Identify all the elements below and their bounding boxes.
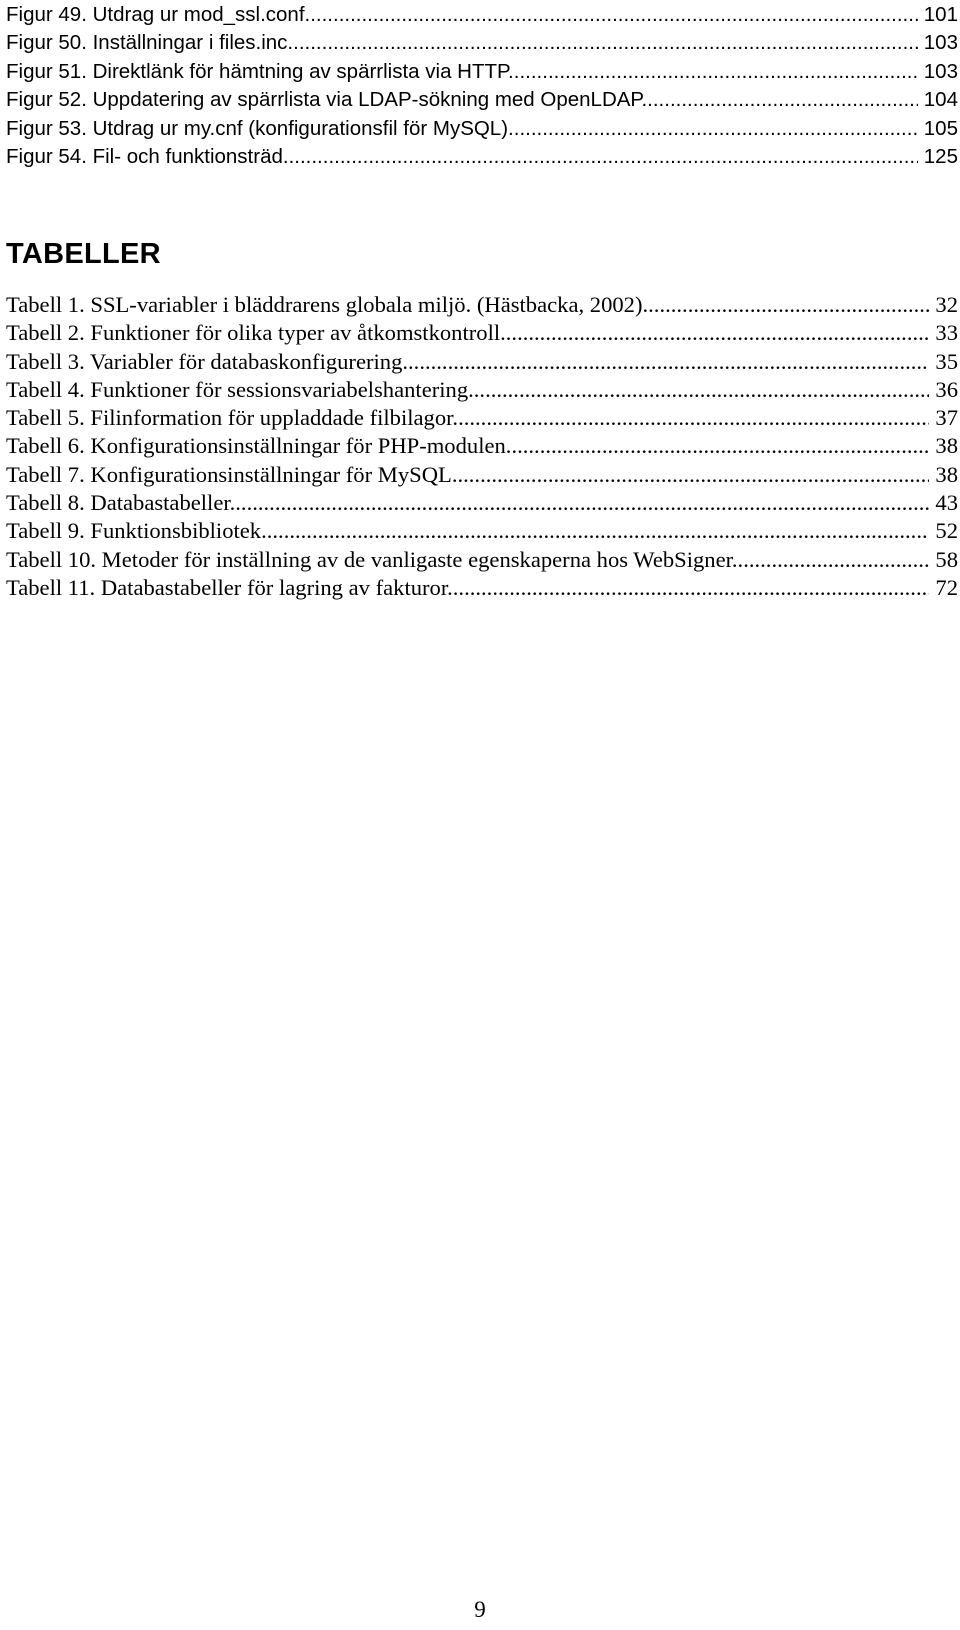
table-entry-page: 33 — [935, 320, 958, 346]
table-entry — [6, 376, 958, 404]
table-entry-page: 38 — [935, 461, 958, 487]
dot-leader — [648, 291, 929, 319]
table-entry — [6, 574, 958, 602]
dot-leader — [506, 319, 930, 347]
figure-entry — [6, 58, 958, 86]
table-entry-label: Tabell 3. Variabler för databaskonfigurering. — [6, 348, 409, 374]
figure-entry-page: 101 — [923, 3, 958, 26]
dot-leader — [408, 348, 929, 376]
table-entry-page: 36 — [935, 376, 958, 402]
dot-leader — [514, 115, 918, 143]
dot-leader — [289, 143, 918, 171]
dot-leader — [738, 546, 930, 574]
dot-leader — [235, 489, 929, 517]
table-entry — [6, 348, 958, 376]
figure-entry-page: 103 — [923, 31, 958, 55]
dot-leader — [267, 517, 930, 545]
table-list — [6, 291, 958, 602]
dot-leader — [310, 1, 918, 29]
table-entry-label: Tabell 7. Konfigurationsinställningar för MySQL. — [6, 461, 458, 487]
figure-list — [6, 1, 958, 171]
dot-leader — [511, 432, 929, 460]
table-entry-label: Tabell 5. Filinformation för uppladdade filbilagor. — [6, 405, 459, 431]
figure-entry-page: 125 — [923, 144, 958, 168]
figure-entry — [6, 29, 958, 57]
table-entry-page: 52 — [935, 518, 958, 544]
figure-entry — [6, 143, 958, 171]
figure-entry-page: 103 — [923, 59, 958, 83]
table-entry — [6, 404, 958, 432]
table-entry — [6, 546, 958, 574]
table-entry-page: 32 — [935, 292, 958, 317]
dot-leader — [514, 58, 918, 86]
table-entry-page: 43 — [935, 490, 958, 516]
table-entry-page: 37 — [935, 405, 958, 431]
table-entry — [6, 432, 958, 460]
table-entry-label: Tabell 10. Metoder för inställning av de vanligaste egenskaperna hos WebSigner. — [6, 546, 738, 572]
figure-entry-label: Figur 52. Uppdatering av spärrlista via LDAP-sökning med OpenLDAP. — [6, 88, 648, 112]
table-entry-label: Tabell 4. Funktioner för sessionsvariabelshantering. — [6, 376, 474, 402]
table-entry-label: Tabell 2. Funktioner för olika typer av åtkomstkontroll. — [6, 320, 506, 346]
figure-entry — [6, 1, 958, 29]
table-entry — [6, 291, 958, 319]
figure-entry — [6, 86, 958, 114]
dot-leader — [647, 86, 918, 114]
figure-entry-page: 104 — [923, 88, 958, 112]
table-entry — [6, 489, 958, 517]
tables-heading: TABELLER — [6, 238, 161, 270]
table-entry-label: Tabell 1. SSL-variabler i bläddrarens globala miljö. (Hästbacka, 2002). — [6, 292, 649, 317]
page-number: 9 — [474, 1597, 486, 1622]
figure-entry-label: Figur 50. Inställningar i files.inc. — [6, 31, 294, 55]
figure-entry-label: Figur 51. Direktlänk för hämtning av spärrlista via HTTP. — [6, 59, 514, 83]
table-entry-page: 72 — [935, 574, 958, 600]
table-entry-page: 35 — [935, 348, 958, 374]
table-entry-page: 58 — [935, 546, 958, 572]
figure-entry-label: Figur 53. Utdrag ur my.cnf (konfigurationsfil för MySQL). — [6, 116, 514, 140]
dot-leader — [474, 376, 930, 404]
table-entry — [6, 319, 958, 347]
dot-leader — [457, 461, 929, 489]
table-entry-page: 38 — [935, 433, 958, 459]
table-entry-label: Tabell 11. Databastabeller för lagring av fakturor. — [6, 574, 453, 600]
table-entry — [6, 517, 958, 545]
dot-leader — [458, 404, 929, 432]
figure-entry-label: Figur 54. Fil- och funktionsträd. — [6, 144, 289, 168]
table-entry-label: Tabell 6. Konfigurationsinställningar för PHP-modulen. — [6, 433, 512, 459]
table-entry — [6, 461, 958, 489]
dot-leader — [453, 574, 930, 602]
figure-entry — [6, 115, 958, 143]
dot-leader — [293, 29, 918, 57]
figure-entry-label: Figur 49. Utdrag ur mod_ssl.conf. — [6, 3, 311, 26]
table-entry-label: Tabell 8. Databastabeller. — [6, 490, 236, 516]
table-entry-label: Tabell 9. Funktionsbibliotek. — [6, 518, 267, 544]
figure-entry-page: 105 — [923, 116, 958, 140]
